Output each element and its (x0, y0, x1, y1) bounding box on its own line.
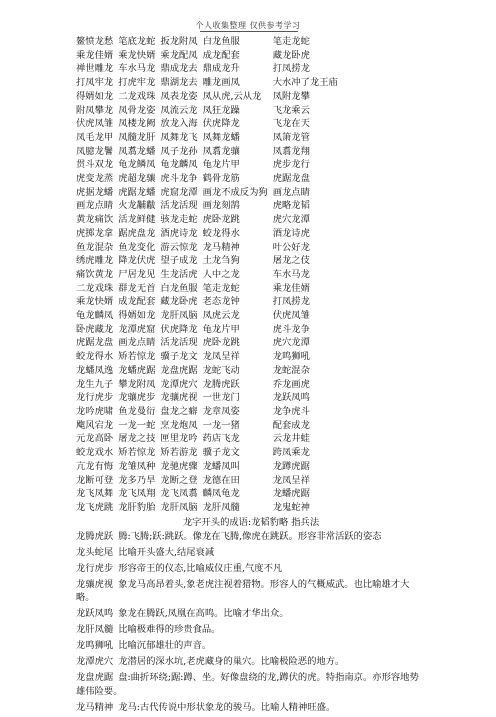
header-underline (200, 31, 298, 32)
idiom-item: 打凤牢龙 (76, 77, 114, 89)
idiom-item: 酒龙诗虎 (272, 227, 310, 239)
idiom-item: 骥子龙文 (202, 447, 240, 459)
idiom-item: 配套成龙 (272, 419, 310, 431)
entry-term: 龙肝凤髓 (76, 624, 114, 636)
idiom-item: 龙腾虎跃 (202, 378, 240, 390)
idiom-item: 车水马龙 (118, 63, 156, 75)
idiom-item: 虎据龙蟠 (76, 186, 114, 198)
idiom-item: 虎踞龙盘 (272, 173, 310, 185)
definition-entry (76, 701, 426, 715)
idiom-item: 凤骨龙姿 (118, 104, 156, 116)
idiom-item: 龙德在田 (202, 474, 240, 486)
idiom-item: 骥子龙文 (160, 351, 198, 363)
entry-definition: 比喻开头盛大,结尾衰减 (118, 546, 215, 558)
idiom-item: 盘龙之癖 (160, 405, 198, 417)
idiom-item: 虎卧龙跳 (202, 337, 240, 349)
idiom-item: 元龙高卧 (76, 433, 114, 445)
idiom-item: 龟龙鳞凤 (118, 159, 156, 171)
idiom-item: 蛟龙得水 (202, 227, 240, 239)
idiom-item: 雕龙画凤 (202, 77, 240, 89)
entry-definition: 腾:飞腾;跃:跳跃。像龙在飞腾,像虎在跳跃。形容非常活跃的姿态 (118, 530, 382, 542)
idiom-item: 群龙无首 (118, 282, 156, 294)
idiom-item: 龙潭虎穴 (160, 378, 198, 390)
entry-term: 龙潭虎穴 (76, 656, 114, 668)
idiom-item: 龙蟠凤逸 (76, 364, 114, 376)
idiom-item: 乘龙配凤 (160, 49, 198, 61)
entry-definition: 盘:曲折环绕;踞:蹲、坐。好像盘绕的龙,蹲伏的虎。特指南京。亦形容地势雄伟险要。 (76, 672, 419, 697)
idiom-item: 鱼龙混杂 (76, 241, 114, 253)
idiom-item: 笔底龙蛇 (118, 36, 156, 47)
definition-entry (76, 671, 426, 698)
definition-entry (76, 562, 426, 576)
idiom-item: 鼎成龙去 (160, 63, 198, 75)
idiom-item: 龙凤呈祥 (272, 474, 310, 486)
idiom-item: 龙飞凤翥 (160, 488, 198, 500)
idiom-item: 龙肝凤脑 (160, 310, 198, 322)
idiom-item: 龙凤呈祥 (202, 351, 240, 363)
idiom-item: 伏虎凤雏 (76, 118, 114, 130)
idiom-item: 龙断之登 (160, 474, 198, 486)
idiom-item: 飑风宕龙 (76, 419, 114, 431)
idiom-item: 龙蛇混杂 (272, 364, 310, 376)
idiom-item: 鼎湖龙去 (160, 77, 198, 89)
idiom-item: 笔走龙蛇 (202, 282, 240, 294)
idiom-item: 麟凤龟龙 (202, 488, 240, 500)
idiom-item: 屠龙之伎 (272, 255, 310, 267)
idiom-item: 乘龙佳婿 (272, 282, 310, 294)
idiom-item: 打凤捞龙 (272, 63, 310, 75)
idiom-item: 龙骧虎视 (160, 392, 198, 404)
idiom-item: 凤虎云龙 (202, 310, 240, 322)
idiom-item: 老态龙钟 (202, 296, 240, 308)
idiom-item: 凤箫龙管 (272, 131, 310, 143)
idiom-item: 画龙刻鹄 (202, 200, 240, 212)
idiom-item: 凤狂龙躁 (202, 104, 240, 116)
section-title: 龙字开头的成语:龙韬豹略 指兵法 (182, 516, 320, 528)
entry-term: 龙马精神 (76, 701, 114, 713)
idiom-item: 龟龙麟凤 (76, 310, 114, 322)
idiom-item: 一龙一猪 (202, 419, 240, 431)
idiom-item: 扳龙附凤 (160, 36, 198, 47)
idiom-item: 龙盘虎踞 (160, 364, 198, 376)
idiom-item: 鳌愤龙愁 (76, 36, 114, 47)
entry-term: 龙鸣狮吼 (76, 640, 114, 652)
idiom-item: 得婿如龙 (76, 90, 114, 102)
idiom-item: 踞虎盘龙 (118, 227, 156, 239)
idiom-item: 匣里龙吟 (160, 433, 198, 445)
idiom-item: 矫若惊龙 (118, 351, 156, 363)
idiom-item: 凤表龙姿 (160, 90, 198, 102)
idiom-item: 龙吟虎啸 (76, 405, 114, 417)
idiom-item: 药店飞龙 (202, 433, 240, 445)
idiom-item: 跨凤乘龙 (272, 447, 310, 459)
idiom-item: 龙飞虎跳 (76, 501, 114, 513)
idiom-item: 烹龙炮凤 (160, 419, 198, 431)
idiom-item: 虎变龙蒸 (76, 173, 114, 185)
idiom-item: 龟龙片甲 (202, 323, 240, 335)
idiom-item: 龙蛇飞动 (202, 364, 240, 376)
idiom-item: 放龙入海 (160, 118, 198, 130)
definition-entry (76, 578, 426, 605)
idiom-item: 白龙鱼服 (160, 282, 198, 294)
idiom-item: 龙争虎斗 (272, 405, 310, 417)
definition-entry (76, 655, 426, 669)
idiom-item: 笔走龙蛇 (272, 36, 310, 47)
idiom-item: 降龙伏虎 (118, 255, 156, 267)
entry-definition: 象龙在腾跃,凤凰在高鸣。比喻才华出众。 (118, 608, 289, 620)
idiom-item: 凤从虎,云从龙 (202, 90, 262, 102)
idiom-item: 禅世雕龙 (76, 63, 114, 75)
idiom-item: 贯斗双龙 (76, 159, 114, 171)
idiom-item: 乘龙佳婿 (76, 49, 114, 61)
entry-term: 龙盘虎踞 (76, 672, 114, 684)
idiom-item: 打虎牢龙 (118, 77, 156, 89)
idiom-item: 龙鬼蛇神 (272, 501, 310, 513)
entry-term: 龙头蛇尾 (76, 546, 114, 558)
idiom-item: 龙骧虎步 (118, 392, 156, 404)
idiom-item: 亢龙有悔 (76, 460, 114, 472)
entry-definition: 龙潜居的深水坑,老虎藏身的巢穴。比喻极险恶的地方。 (118, 656, 345, 668)
definition-entry (76, 530, 426, 544)
entry-term: 龙骧虎视 (76, 578, 114, 590)
idiom-item: 虎超龙骧 (118, 173, 156, 185)
idiom-item: 打凤捞龙 (272, 296, 310, 308)
idiom-item: 凤毛龙甲 (76, 131, 114, 143)
idiom-item: 凤髓龙肝 (118, 131, 156, 143)
definition-entry (76, 623, 426, 637)
entry-definition: 比喻沉郁雄壮的声音。 (118, 640, 212, 652)
idiom-item: 车水马龙 (272, 268, 310, 280)
idiom-item: 龙断可登 (76, 474, 114, 486)
idiom-item: 龙马精神 (202, 241, 240, 253)
idiom-item: 飞龙在天 (272, 118, 310, 130)
idiom-item: 龟龙麟凤 (160, 159, 198, 171)
idiom-item: 画龙不成反为狗 (202, 186, 268, 198)
idiom-item: 骇龙走蛇 (160, 214, 198, 226)
idiom-item: 凤流云龙 (160, 104, 198, 116)
idiom-item: 凤臆龙鬐 (76, 145, 114, 157)
idiom-item: 伏虎降龙 (160, 323, 198, 335)
idiom-item: 人中之龙 (202, 268, 240, 280)
definition-entry (76, 546, 426, 560)
idiom-item: 得婿如龙 (118, 310, 156, 322)
idiom-item: 虎踞龙蟠 (118, 186, 156, 198)
idiom-item: 龙跃凤鸣 (272, 392, 310, 404)
entry-term: 龙腾虎跃 (76, 530, 114, 542)
idiom-item: 鱼龙曼衍 (118, 405, 156, 417)
idiom-item: 虎略龙韬 (272, 200, 310, 212)
idiom-item: 生龙活虎 (160, 268, 198, 280)
definition-entry (76, 607, 426, 621)
idiom-item: 游云惊龙 (160, 241, 198, 253)
idiom-item: 画龙点睛 (118, 337, 156, 349)
idiom-item: 附凤攀龙 (76, 104, 114, 116)
idiom-item: 藏龙卧虎 (160, 296, 198, 308)
idiom-item: 活龙活现 (160, 200, 198, 212)
idiom-item: 凤舞龙蟠 (202, 131, 240, 143)
idiom-item: 凤舞龙飞 (160, 131, 198, 143)
idiom-item: 乘龙快婿 (76, 296, 114, 308)
idiom-item: 虎穴龙潭 (272, 337, 310, 349)
entry-term: 龙跃凤鸣 (76, 608, 114, 620)
idiom-item: 凤翥龙骧 (202, 145, 240, 157)
idiom-item: 虎斗龙争 (160, 173, 198, 185)
idiom-item: 二龙戏珠 (118, 90, 156, 102)
idiom-item: 绣虎雕龙 (76, 255, 114, 267)
idiom-item: 龙蟠虎踞 (272, 488, 310, 500)
idiom-item: 卧虎藏龙 (76, 323, 114, 335)
idiom-item: 鹤骨龙筋 (202, 173, 240, 185)
entry-definition: 比喻极难得的珍贵食品。 (118, 624, 221, 636)
idiom-item: 龙飞凤翔 (118, 488, 156, 500)
idiom-item: 一世龙门 (202, 392, 240, 404)
idiom-item: 土龙刍狗 (202, 255, 240, 267)
idiom-item: 龙肝凤脑 (160, 501, 198, 513)
idiom-item: 虎踞龙盘 (76, 337, 114, 349)
idiom-item: 望子成龙 (160, 255, 198, 267)
idiom-item: 乘龙快婿 (118, 49, 156, 61)
idiom-item: 虎掷龙拿 (76, 227, 114, 239)
idiom-item: 龟龙片甲 (202, 159, 240, 171)
idiom-item: 龙雏凤种 (118, 460, 156, 472)
idiom-item: 二龙戏珠 (76, 282, 114, 294)
header-note: 个人收集整理 仅供参考学习 (195, 21, 301, 30)
idiom-item: 龙潭虎窟 (118, 323, 156, 335)
definition-entry (76, 639, 426, 653)
idiom-item: 云龙井蛙 (272, 433, 310, 445)
idiom-item: 画龙点睛 (272, 186, 310, 198)
idiom-item: 屠龙之技 (118, 433, 156, 445)
idiom-item: 火龙黼黻 (118, 200, 156, 212)
idiom-item: 鱼龙变化 (118, 241, 156, 253)
idiom-item: 龙蟠凤叫 (202, 460, 240, 472)
idiom-item: 矫若惊龙 (118, 447, 156, 459)
idiom-item: 凤翥龙翔 (272, 145, 310, 157)
idiom-item: 蛟龙戏水 (76, 447, 114, 459)
idiom-item: 凤楼龙阙 (118, 118, 156, 130)
entry-term: 龙行虎步 (76, 562, 114, 574)
idiom-item: 黄龙痛饮 (76, 214, 114, 226)
idiom-item: 龙飞凤舞 (76, 488, 114, 500)
idiom-list (76, 35, 426, 515)
idiom-item: 虎穴龙潭 (272, 214, 310, 226)
idiom-item: 蛟龙得水 (76, 351, 114, 363)
entry-definition: 形容帝王的仪态,比喻威仪庄重,气度不凡 (118, 562, 283, 574)
idiom-item: 活龙活现 (160, 337, 198, 349)
idiom-item: 龙驰虎骤 (160, 460, 198, 472)
idiom-item: 龙肝豹胎 (118, 501, 156, 513)
idiom-item: 凤翥龙蟠 (118, 145, 156, 157)
idiom-item: 鼎成龙升 (202, 63, 240, 75)
idiom-item: 伏虎凤雏 (272, 310, 310, 322)
idiom-item: 画龙点睛 (76, 200, 114, 212)
idiom-item: 凤附龙攀 (272, 90, 310, 102)
idiom-item: 虎斗龙争 (272, 323, 310, 335)
idiom-item: 藏龙卧虎 (272, 49, 310, 61)
idiom-item: 龙章凤姿 (202, 405, 240, 417)
idiom-item: 成龙配套 (202, 49, 240, 61)
idiom-item: 龙生九子 (76, 378, 114, 390)
definition-list (76, 530, 426, 715)
idiom-item: 痛饮黄龙 (76, 268, 114, 280)
idiom-item: 乔龙画虎 (272, 378, 310, 390)
idiom-item: 虎窟龙潭 (160, 186, 198, 198)
idiom-item: 尸居龙见 (118, 268, 156, 280)
idiom-item: 龙多乃旱 (118, 474, 156, 486)
idiom-item: 龙蟠虎踞 (118, 364, 156, 376)
idiom-item: 虎步龙行 (272, 159, 310, 171)
idiom-item: 飞龙乘云 (272, 104, 310, 116)
idiom-item: 叶公好龙 (272, 241, 310, 253)
entry-definition: 象龙马高昂着头,象老虎注视着猎物。形容人的气概威武。也比喻雄才大略。 (76, 578, 410, 604)
idiom-item: 白龙鱼服 (202, 36, 240, 47)
idiom-item: 虎卧龙跳 (202, 214, 240, 226)
idiom-item: 攀龙附凤 (118, 378, 156, 390)
idiom-item: 龙肝凤髓 (202, 501, 240, 513)
idiom-item: 矫若游龙 (160, 447, 198, 459)
idiom-item: 龙蹲虎踞 (272, 460, 310, 472)
idiom-item: 大水冲了龙王庙 (272, 77, 338, 89)
document-body (76, 35, 426, 717)
idiom-item: 酒虎诗龙 (160, 227, 198, 239)
idiom-item: 一龙一蛇 (118, 419, 156, 431)
idiom-item: 龙鸣狮吼 (272, 351, 310, 363)
idiom-item: 活龙鲜健 (118, 214, 156, 226)
idiom-item: 凤子龙孙 (160, 145, 198, 157)
idiom-item: 成龙配套 (118, 296, 156, 308)
entry-definition: 龙马:古代传说中形状象龙的骏马。比喻人精神旺盛。 (118, 701, 336, 713)
idiom-item: 龙行虎步 (76, 392, 114, 404)
idiom-item: 伏虎降龙 (202, 118, 240, 130)
